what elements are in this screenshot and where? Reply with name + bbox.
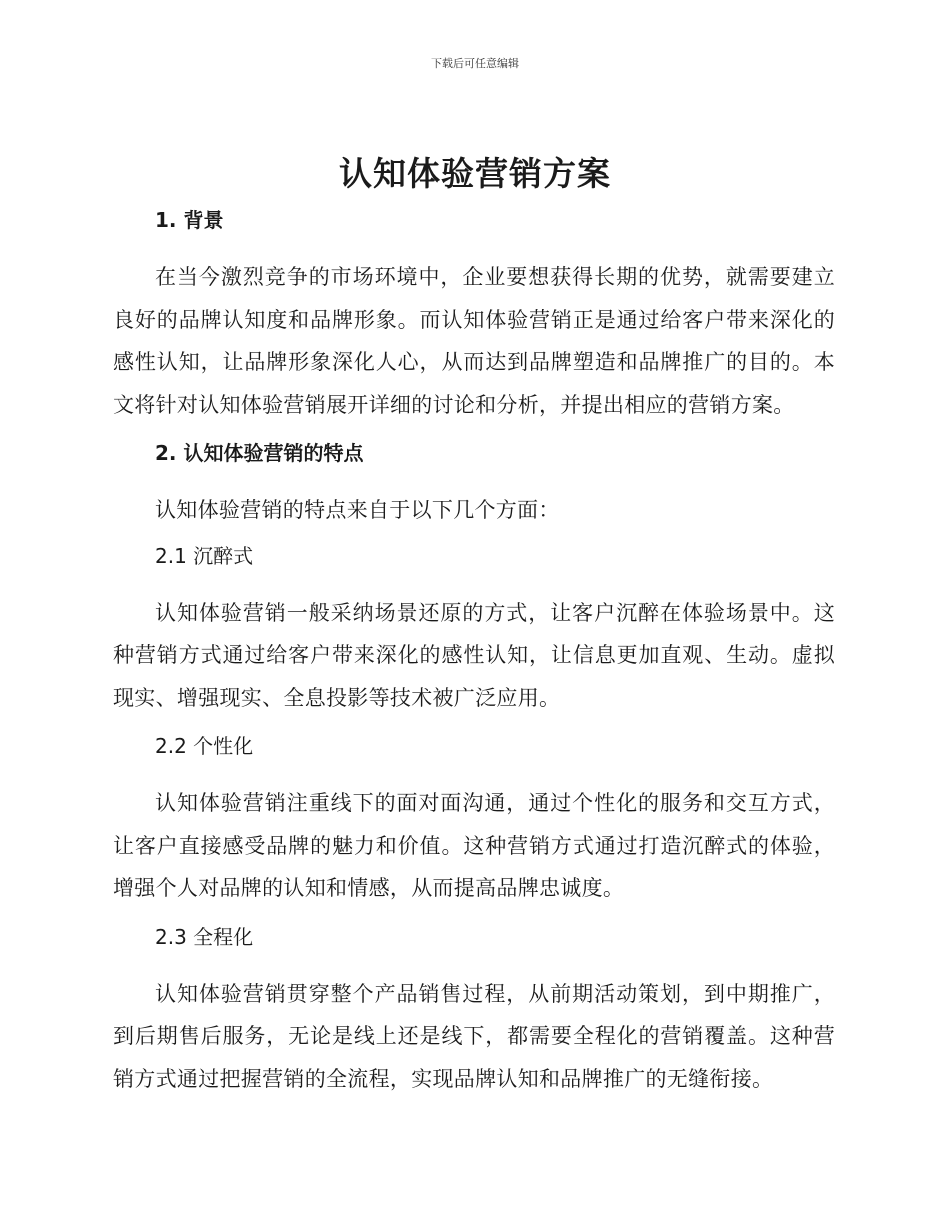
header-note: 下载后可任意编辑 (431, 57, 519, 70)
paragraph-immersive: 认知体验营销一般采纳场景还原的方式，让客户沉醉在体验场景中。这种营销方式通过给客户带来深化的感性认知，让信息更加直观、生动。虚拟现实、增强现实、全息投影等技术被广泛应用。 (113, 600, 835, 710)
document-title: 认知体验营销方案 (339, 154, 611, 193)
section-heading-features: 2. 认知体验营销的特点 (155, 441, 364, 465)
subsection-heading-personalized: 2.2 个性化 (155, 734, 254, 758)
paragraph-personalized: 认知体验营销注重线下的面对面沟通，通过个性化的服务和交互方式，让客户直接感受品牌的魅力和价值。这种营销方式通过打造沉醉式的体验，增强个人对品牌的认知和情感，从而提高品牌忠诚度。 (113, 791, 835, 900)
document-body (113, 204, 835, 1111)
subsection-heading-immersive: 2.1 沉醉式 (155, 543, 254, 568)
paragraph-full-process: 认知体验营销贯穿整个产品销售过程，从前期活动策划，到中期推广，到后期售后服务，无论是线上还是线下，都需要全程化的营销覆盖。这种营销方式通过把握营销的全流程，实现品牌认知和品牌推广的无缝衔接。 (113, 981, 835, 1091)
section-heading-background: 1. 背景 (155, 208, 224, 232)
subsection-heading-full-process: 2.3 全程化 (155, 924, 254, 949)
paragraph-background: 在当今激烈竞争的市场环境中，企业要想获得长期的优势，就需要建立良好的品牌认知度和品牌形象。而认知体验营销正是通过给客户带来深化的感性认知，让品牌形象深化人心，从而达到品牌塑造和品牌推广的目的。本文将针对认知体验营销展开详细的讨论和分析，并提出相应的营销方案。 (113, 265, 835, 417)
paragraph-features-intro: 认知体验营销的特点来自于以下几个方面： (155, 498, 560, 522)
